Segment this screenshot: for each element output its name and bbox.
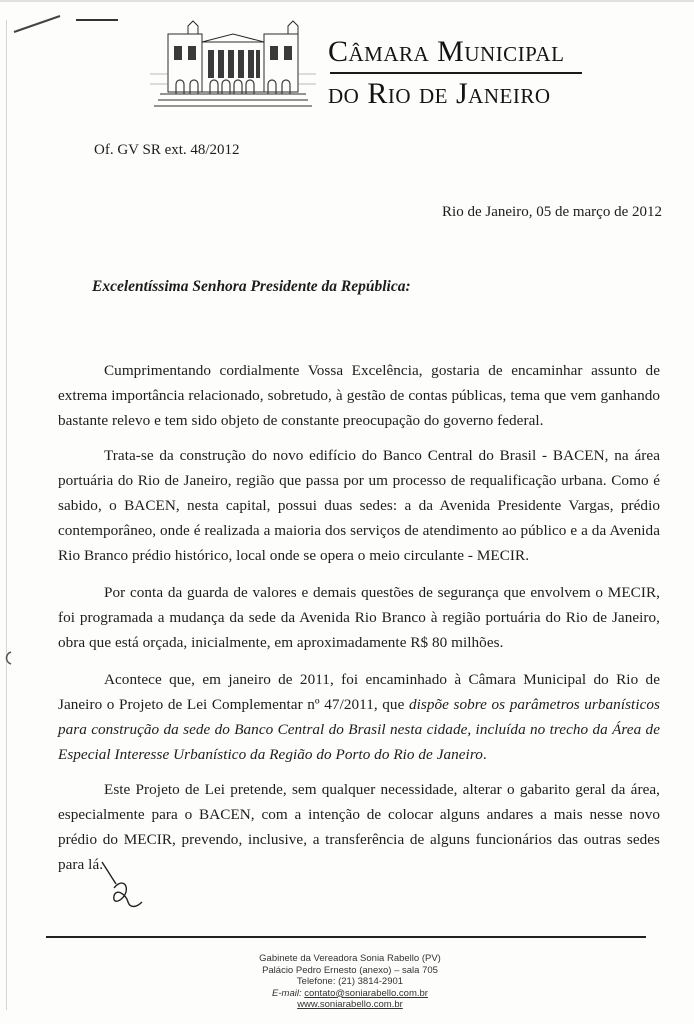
paragraph-3: Por conta da guarda de valores e demais questões de segurança que envolvem o MECIR, foi programada a mudança da sede da Avenida Rio Branco à região portuária do Rio de Janeiro, obra que está orçada, inicialmente, em aproximadamente R$ 80 milhões. — [58, 584, 660, 651]
paragraph-4-text-a: Acontece que, em janeiro de 2011, foi encaminhado à Câmara Municipal do Rio de Janeiro o Projeto de Lei Complementar nº 47/2011, que — [58, 671, 660, 713]
scan-edge-left — [6, 20, 7, 1010]
paragraph-4-italic-quote: dispõe sobre os parâmetros urbanísticos para construção da sede do Banco Central do Brasil nesta cidade, incluída no trecho da Área de Especial Interesse Urbanístico da Região do Porto do Rio de Janeiro — [58, 696, 660, 763]
footer-website-link[interactable]: www.soniarabello.com.br — [297, 999, 403, 1011]
handwritten-initials-icon — [96, 858, 166, 928]
paragraph-2: Trata-se da construção do novo edifício do Banco Central do Brasil - BACEN, na área portuária do Rio de Janeiro, região que passa por um processo de requalificação urbana. Como é sabido, o BACEN, nesta capital, possui duas sedes: a da Avenida Presidente Vargas, prédio contemporâneo, onde é realizada a maioria dos serviços de atendimento ao público e a da Avenida Rio Branco prédio histórico, local onde se opera o meio circulante - MECIR. — [58, 447, 660, 564]
institution-name-line2: do Rio de Janeiro — [328, 77, 551, 110]
letterhead-institution-name — [328, 36, 608, 110]
camara-building-seal-icon — [150, 14, 316, 114]
footer-email-link[interactable]: contato@soniarabello.com.br — [304, 987, 428, 999]
letter-date: Rio de Janeiro, 05 de março de 2012 — [442, 204, 662, 220]
institution-name-line1: Câmara Municipal — [328, 35, 565, 68]
letterhead-footer — [200, 953, 500, 1011]
scan-edge-top — [0, 0, 694, 2]
salutation: Excelentíssima Senhora Presidente da República: — [92, 278, 411, 295]
footer-phone: Telefone: (21) 3814-2901 — [296, 976, 404, 988]
footer-email-label: E-mail: — [272, 987, 305, 999]
paragraph-4 — [58, 667, 660, 767]
footer-rule — [46, 936, 646, 938]
office-reference-number: Of. GV SR ext. 48/2012 — [94, 142, 240, 158]
pen-stroke-mark-icon — [10, 6, 120, 36]
paragraph-5: Este Projeto de Lei pretende, sem qualquer necessidade, alterar o gabarito geral da área, especialmente para o BACEN, com a intenção de colocar alguns andares a mais nesse novo prédio do MECIR, prevendo, inclusive, a transferência de alguns funcionários das outras sedes para lá. — [58, 781, 660, 873]
letterhead-rule — [330, 72, 582, 74]
punch-hole-mark-icon — [3, 650, 15, 666]
footer-email-line — [200, 988, 500, 1000]
footer-address: Palácio Pedro Ernesto (anexo) – sala 705 — [262, 964, 438, 976]
paragraph-1: Cumprimentando cordialmente Vossa Excelência, gostaria de encaminhar assunto de extrema importância relacionado, sobretudo, à gestão de contas públicas, tema que vem ganhando bastante relevo e tem sido objeto de constante preocupação do governo federal. — [58, 362, 660, 429]
footer-office: Gabinete da Vereadora Sonia Rabello (PV) — [259, 953, 441, 964]
paragraph-4-text-b: . — [482, 746, 487, 763]
letter-body — [58, 358, 660, 887]
